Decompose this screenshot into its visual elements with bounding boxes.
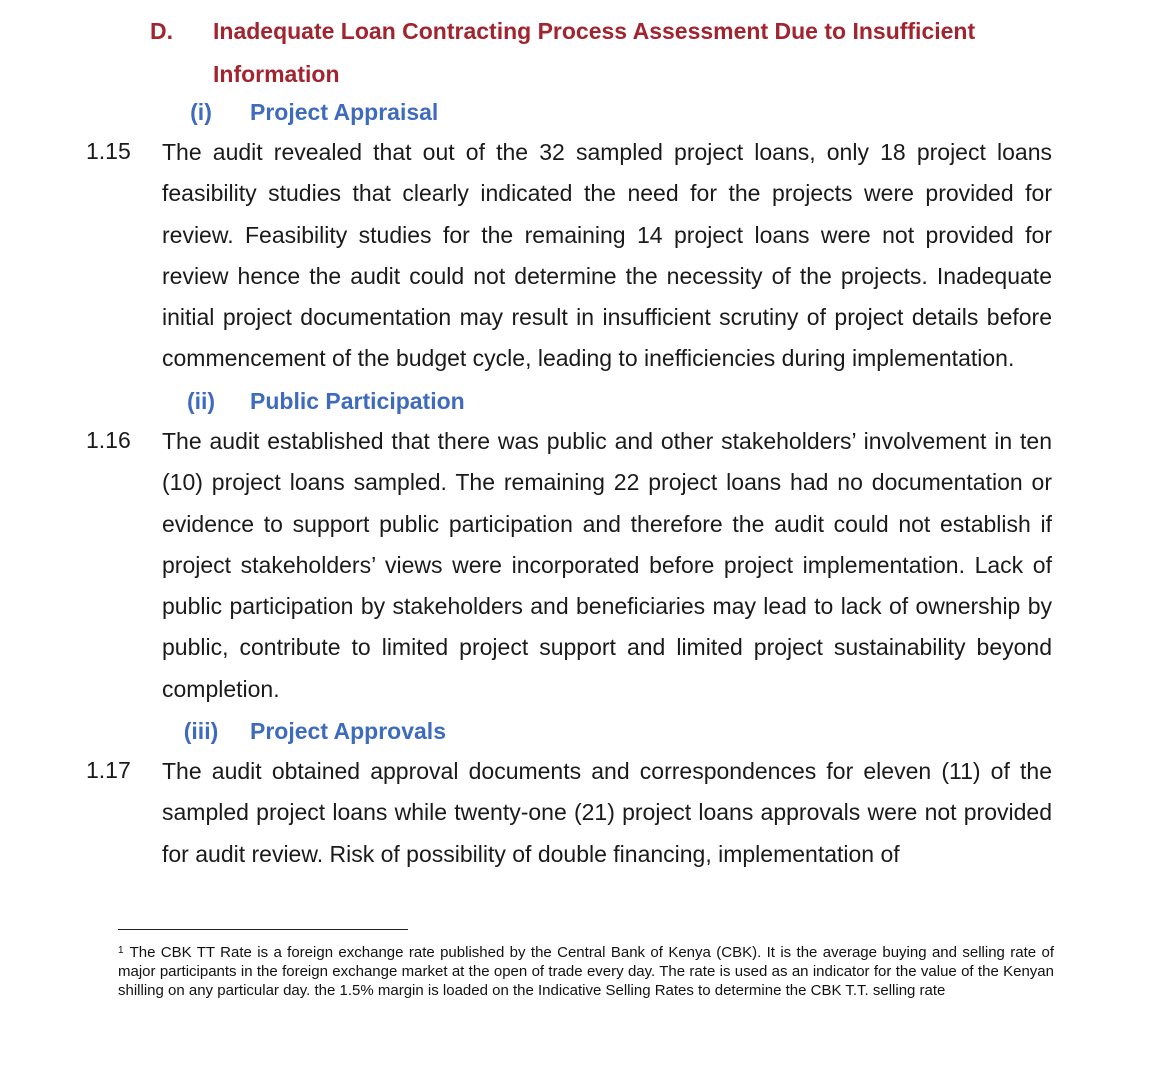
footnote-marker: 1 <box>118 945 124 956</box>
section-title: Inadequate Loan Contracting Process Assessment Due to Insufficient Information <box>213 18 976 87</box>
subsection-number: (ii) <box>186 388 216 414</box>
paragraph-number: 1.15 <box>86 138 131 164</box>
subsection-number: (iii) <box>183 718 219 744</box>
subsection-title: Public Participation <box>250 388 465 414</box>
footnote <box>118 943 1054 1000</box>
footnote-divider <box>118 929 408 930</box>
footnote-text: The CBK TT Rate is a foreign exchange rate published by the Central Bank of Kenya (CBK). It is the average buying and selling rate of major participants in the foreign exchange market at the open of trade every day. The rate is used as an indicator for the value of the Kenyan shilling on any particular day. the 1.5% margin is loaded on the Indicative Selling Rates to determine the CBK T.T. selling rate <box>118 944 1054 999</box>
paragraph-text: The audit revealed that out of the 32 sampled project loans, only 18 project loans feasibility studies that clearly indicated the need for the projects were provided for review. Feasibility studies for the remaining 14 project loans were not provided for review hence the audit could not determine the necessity of the projects. Inadequate initial project documentation may result in insufficient scrutiny of project details before commencement of the budget cycle, leading to inefficiencies during implementation. <box>162 139 1052 372</box>
subsection-number: (i) <box>190 99 212 125</box>
paragraph-text: The audit obtained approval documents and correspondences for eleven (11) of the sampled project loans while twenty-one (21) project loans approvals were not provided for audit review. Risk of possibility of double financing, implementation of <box>162 758 1052 867</box>
subsection-title: Project Appraisal <box>250 99 439 125</box>
paragraph-number: 1.16 <box>86 427 131 453</box>
subsection-title: Project Approvals <box>250 718 446 744</box>
paragraph-number: 1.17 <box>86 757 131 783</box>
section-letter: D. <box>150 18 173 44</box>
paragraph-text: The audit established that there was public and other stakeholders’ involvement in ten (10) project loans sampled. The remaining 22 project loans had no documentation or evidence to support public participation and therefore the audit could not establish if project stakeholders’ views were incorporated before project implementation. Lack of public participation by stakeholders and beneficiaries may lead to lack of ownership by public, contribute to limited project support and limited project sustainability beyond completion. <box>162 428 1052 702</box>
